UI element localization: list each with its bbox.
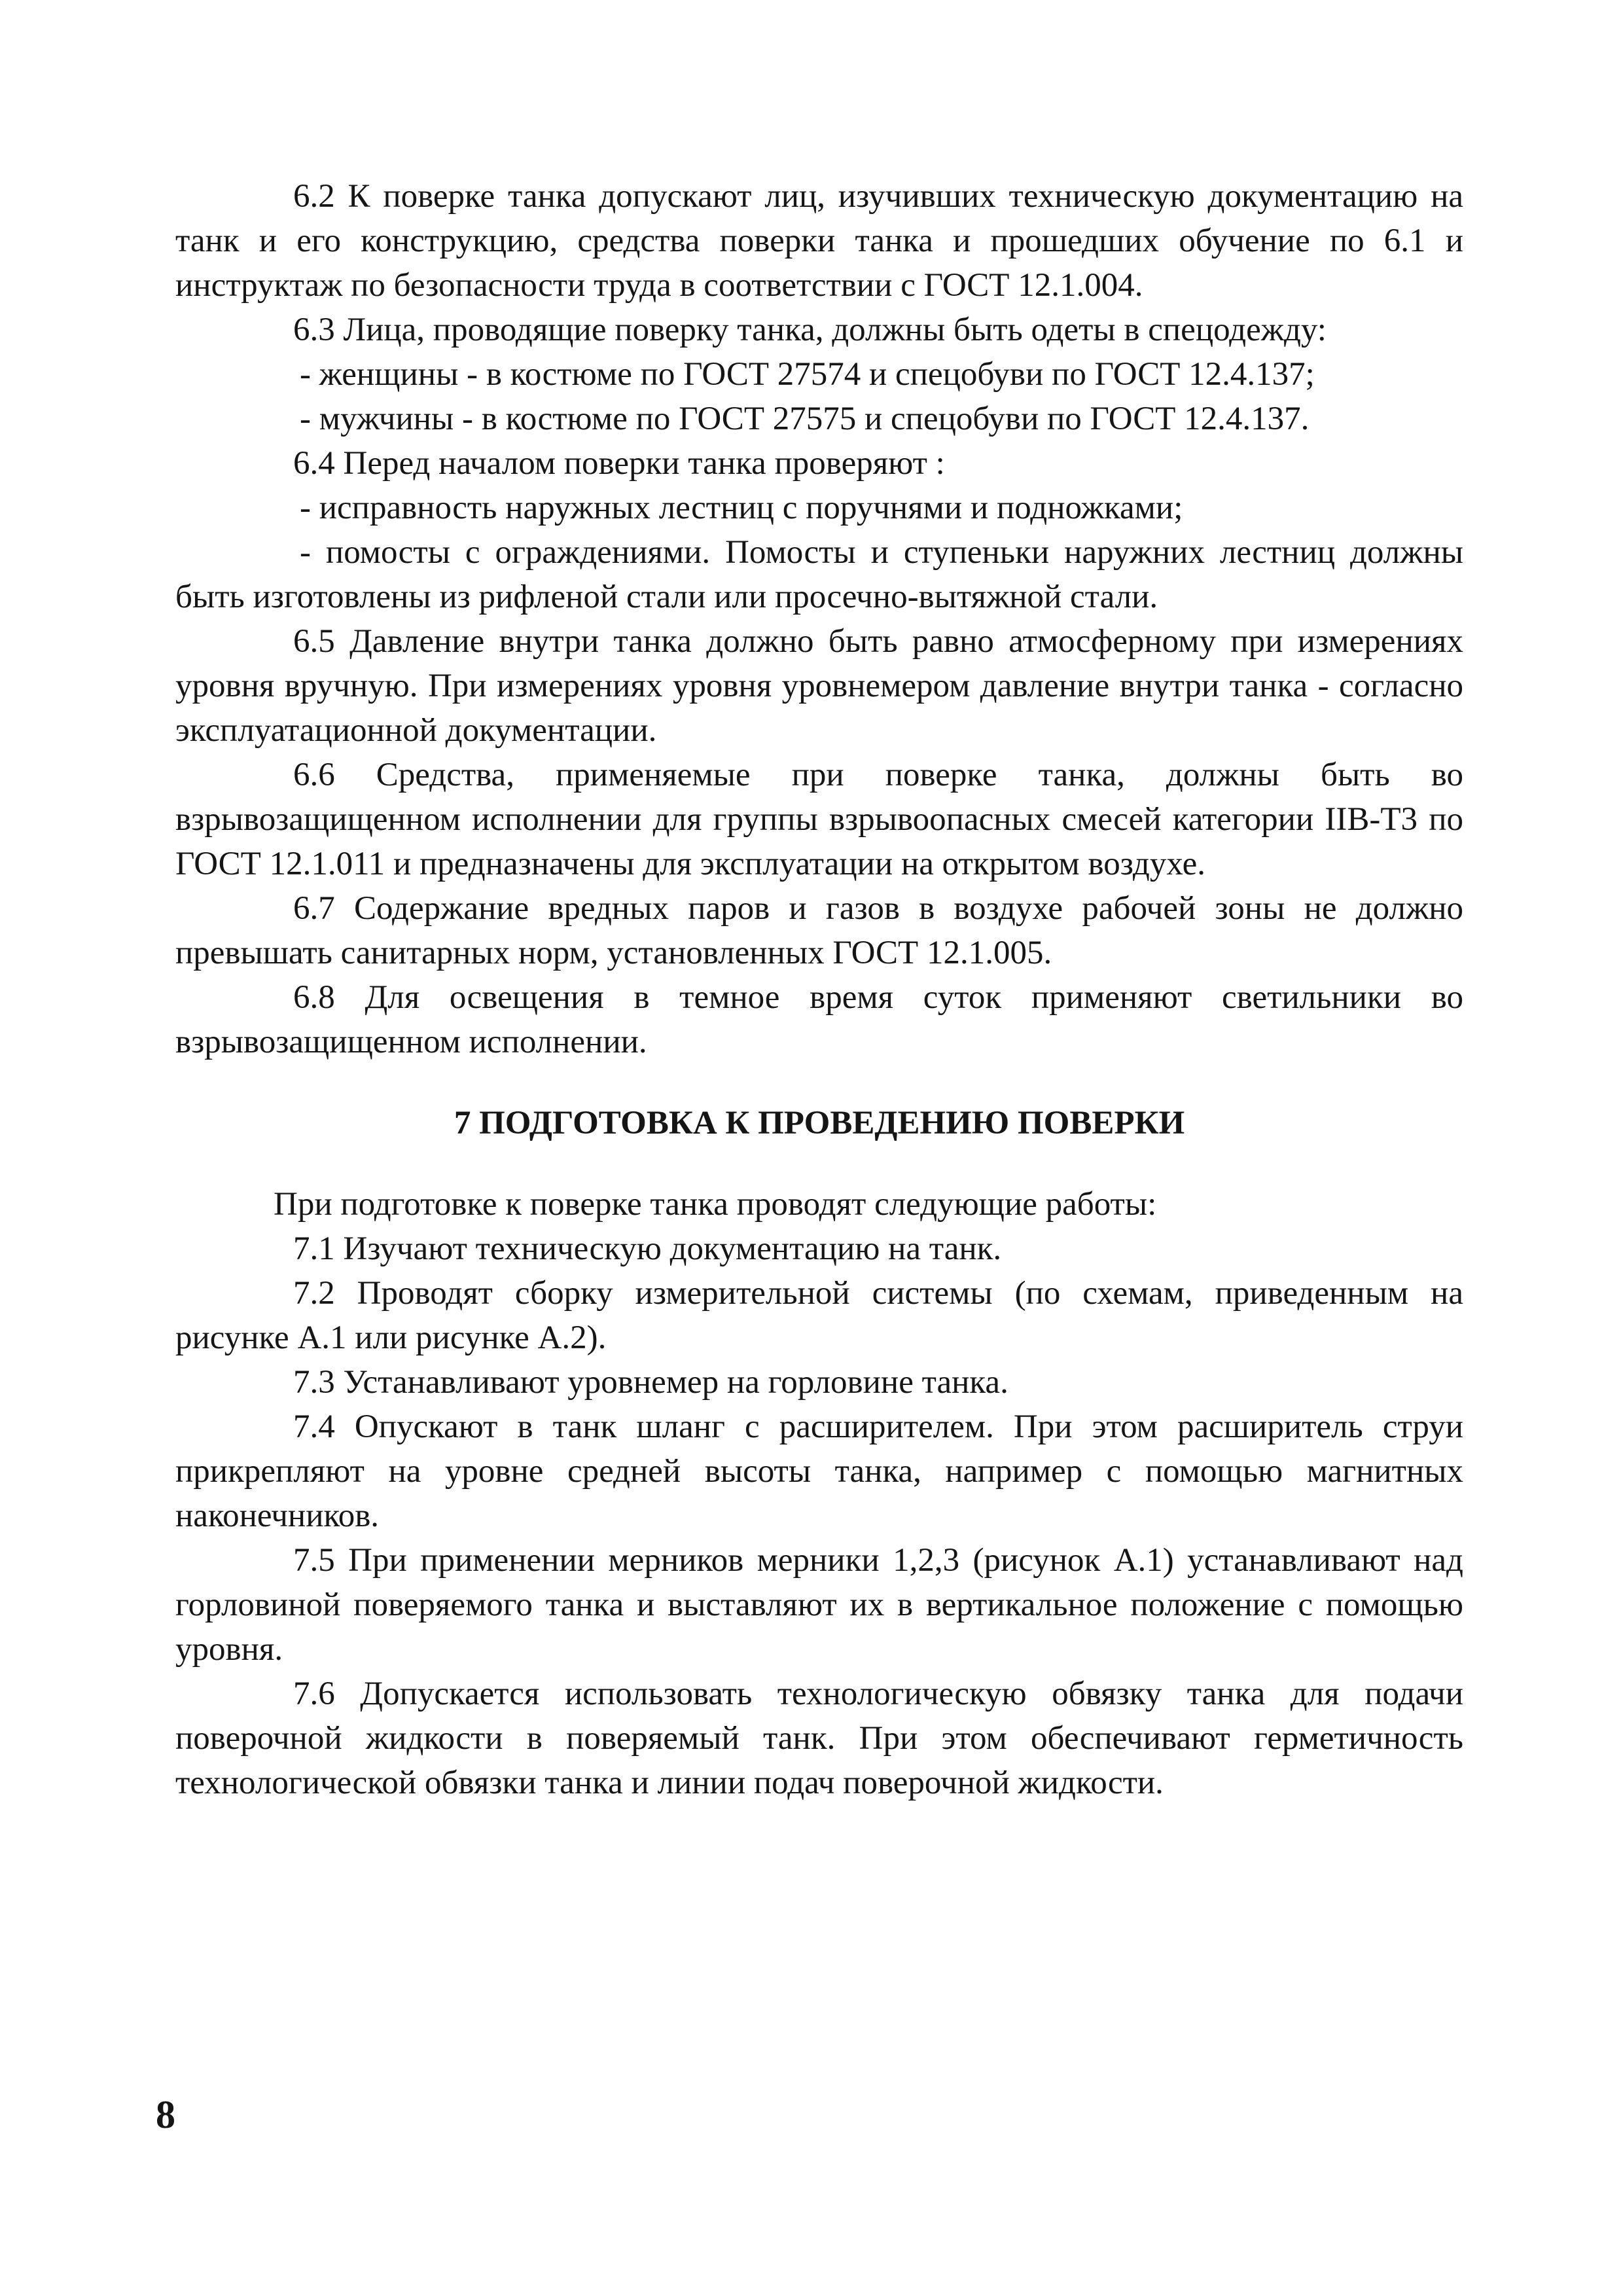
paragraph-6-8: 6.8 Для освещения в темное время суток применяют светильники во взрывозащищенном исполнении. — [175, 979, 1463, 1060]
paragraph-7-2: 7.2 Проводят сборку измерительной системы (по схемам, приведенным на рисунке А.1 или рисунке А.2). — [175, 1275, 1463, 1356]
paragraph-6-4: 6.4 Перед началом поверки танка проверяют : — [293, 445, 945, 482]
paragraph-6-6: 6.6 Средства, применяемые при поверке танка, должны быть во взрывозащищенном исполнении для группы взрывоопасных смесей категории IIВ-Т3 по ГОСТ 12.1.011 и предназначены для эксплуатации на открытом воздухе. — [175, 757, 1463, 882]
paragraph-7-6: 7.6 Допускается использовать технологическую обвязку танка для подачи поверочной жидкости в поверяемый танк. При этом обеспечивают герметичность технологической обвязки танка и линии подач поверочной жидкости. — [175, 1676, 1463, 1801]
list-item-ladders: - исправность наружных лестниц с поручнями и подножками; — [300, 490, 1183, 526]
paragraph-6-2: 6.2 К поверке танка допускают лиц, изучивших техническую документацию на танк и его конструкцию, средства поверки танка и прошедших обучение по 6.1 и инструктаж по безопасности труда в соответствии с ГОСТ 12.1.004. — [175, 178, 1463, 304]
list-item-platforms: - помосты с ограждениями. Помосты и ступеньки наружних лестниц должны быть изготовлены из рифленой стали или просечно-вытяжной стали. — [175, 534, 1463, 615]
page-body — [175, 174, 1463, 1805]
paragraph-7-5: 7.5 При применении мерников мерники 1,2,3 (рисунок А.1) устанавливают над горловиной поверяемого танка и выставляют их в вертикальное положение с помощью уровня. — [175, 1542, 1463, 1668]
paragraph-7-1: 7.1 Изучают техническую документацию на танк. — [293, 1230, 1002, 1267]
paragraph-7-3: 7.3 Устанавливают уровнемер на горловине танка. — [293, 1364, 1008, 1401]
list-item-women-clothing: - женщины - в костюме по ГОСТ 27574 и спецобуви по ГОСТ 12.4.137; — [300, 356, 1315, 393]
page-number: 8 — [156, 2093, 175, 2136]
paragraph-6-3: 6.3 Лица, проводящие поверку танка, должны быть одеты в спецодежду: — [293, 312, 1327, 348]
paragraph-6-5: 6.5 Давление внутри танка должно быть равно атмосферному при измерениях уровня вручную. При измерениях уровня уровнемером давление внутри танка - согласно эксплуатационной документации. — [175, 623, 1463, 749]
paragraph-6-7: 6.7 Содержание вредных паров и газов в воздухе рабочей зоны не должно превышать санитарных норм, установленных ГОСТ 12.1.005. — [175, 890, 1463, 971]
section-7-intro: При подготовке к поверке танка проводят следующие работы: — [274, 1186, 1157, 1223]
list-item-men-clothing: - мужчины - в костюме по ГОСТ 27575 и спецобуви по ГОСТ 12.4.137. — [300, 401, 1310, 437]
section-7-heading: 7 ПОДГОТОВКА К ПРОВЕДЕНИЮ ПОВЕРКИ — [454, 1105, 1185, 1141]
paragraph-7-4: 7.4 Опускают в танк шланг с расширителем. При этом расширитель струи прикрепляют на уровне средней высоты танка, например с помощью магнитных наконечников. — [175, 1408, 1463, 1534]
